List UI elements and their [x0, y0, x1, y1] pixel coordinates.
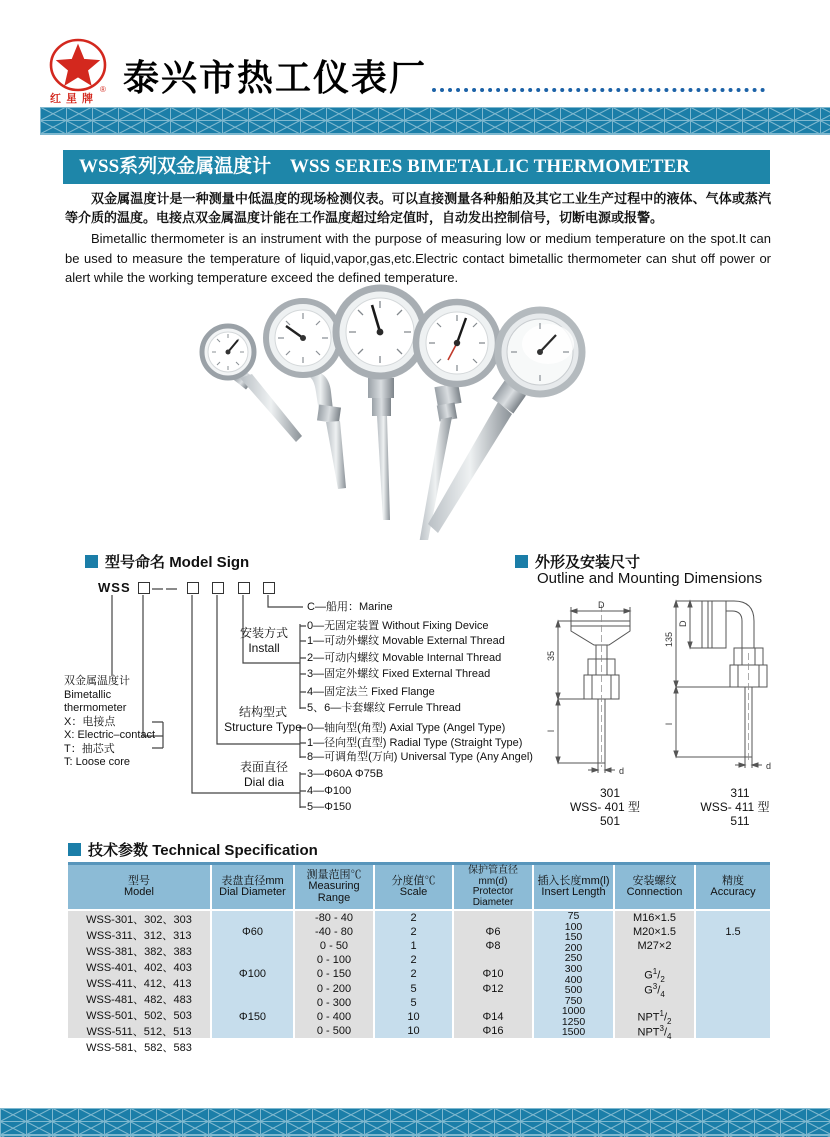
col-accuracy-header: 精度 Accuracy	[696, 865, 770, 911]
install-label-cn: 安装方式	[239, 626, 288, 640]
insert-cell: 1500	[561, 1026, 586, 1039]
model-prefix: WSS	[98, 580, 131, 595]
scale-cell: 5	[410, 982, 417, 995]
col-protector-body	[454, 911, 532, 1038]
col-connection-header: 安装螺纹 Connection	[615, 865, 694, 911]
range-cell: 0 - 50	[319, 940, 349, 953]
intro-paragraph-cn: 双金属温度计是一种测量中低温度的现场检测仪表。可以直接测量各种船舶及其它工业生产过程中的液体、气体或蒸汽等介质的温度。电接点双金属温度计能在工作温度超过给定值时，自动发出控制信号，切断电源或报警。	[65, 191, 771, 225]
insert-cell: 75	[567, 910, 580, 922]
caption-line: WSS- 411 型	[700, 800, 770, 814]
marine-option: C—船用：Marine	[307, 601, 393, 613]
col-insert-header: 插入长度mm(l) Insert Length	[534, 865, 613, 911]
insert-cell: 150	[564, 931, 583, 944]
thermometer-3	[336, 288, 424, 520]
install-option: 2—可动内螺纹 Movable Internal Thread	[307, 652, 502, 664]
model-sign-heading	[85, 551, 249, 572]
col-scale-body	[375, 911, 452, 1038]
series-title-en: WSS SERIES BIMETALLIC THERMOMETER	[289, 156, 690, 177]
insert-cell: 500	[564, 984, 583, 997]
structure-category-label	[222, 705, 304, 735]
caption-line: WSS- 401 型	[569, 800, 641, 814]
insert-cell: 1250	[561, 1015, 586, 1028]
scale-cell: 1	[410, 940, 417, 953]
series-title-cn: WSS系列双金属温度计	[79, 156, 272, 177]
dim-l-label: l	[546, 730, 556, 732]
col-dial	[210, 865, 293, 1038]
left-block-line: Bimetallic	[64, 688, 112, 701]
col-connection	[613, 865, 694, 1041]
col-dial-header: 表盘直径mm Dial Diameter	[212, 865, 293, 911]
dim-d-label: d	[619, 766, 625, 776]
insert-cell: 200	[564, 941, 583, 954]
dim-d-label: d	[766, 761, 772, 771]
left-block-line: T: Loose core	[64, 756, 131, 768]
col-scale	[373, 865, 452, 1038]
connection-cell: M20×1.5	[632, 926, 677, 938]
spec-table	[68, 862, 770, 1054]
model-cell: WSS-411、412、413	[86, 978, 192, 990]
install-option: 5、6—卡套螺纹 Ferrule Thread	[307, 702, 461, 714]
model-sign-heading-en: Model Sign	[169, 554, 250, 571]
left-block-line: X: Electric–contact	[64, 729, 156, 741]
outline-heading	[515, 551, 640, 572]
product-photo-thermometers	[120, 270, 710, 540]
connection-cell: M27×2	[637, 940, 672, 952]
thermometer-4	[416, 302, 498, 540]
install-label-en: Install	[248, 641, 280, 655]
structure-label-en: Structure Type	[224, 720, 302, 734]
scale-cell: 2	[410, 968, 417, 981]
connection-cell: M16×1.5	[632, 912, 677, 924]
dial-option: 3—Φ60A Φ75B	[307, 768, 384, 780]
col-dial-body	[212, 911, 293, 1038]
section-square-icon	[68, 843, 81, 856]
range-cell: 0 - 300	[316, 996, 352, 1009]
left-block-line: 双金属温度计	[64, 675, 130, 687]
model-cell: WSS-581、582、583	[86, 1042, 192, 1054]
intro-paragraph-en: Bimetallic thermometer is an instrument with the purpose of measuring low or medium temperature on the spot.It can be used to measure the temperature of liquid,vapor,gas,etc.Electric contact bimetallic thermometer can shut off power or alert while the working temperature exceed the defined temperature.	[65, 231, 771, 285]
spec-heading-cn: 技术参数	[88, 842, 149, 859]
dial-option: 4—Φ100	[307, 785, 352, 797]
scale-cell: 2	[410, 954, 417, 967]
left-block-line: T：抽芯式	[64, 742, 115, 755]
range-cell: 0 - 150	[316, 968, 352, 981]
connection-cell: $G^3/_4$	[644, 982, 665, 999]
dial-cell: Φ150	[238, 1011, 267, 1023]
scale-cell: 10	[407, 1024, 420, 1037]
dim-35-label: 35	[546, 650, 556, 661]
star-icon	[57, 45, 99, 85]
protector-cell: Φ14	[482, 1011, 504, 1023]
col-range-body	[295, 911, 373, 1038]
lattice-band-bottom	[0, 1108, 830, 1137]
model-cell: WSS-511、512、513	[86, 1026, 192, 1038]
model-cell: WSS-301、302、303	[86, 914, 192, 926]
scale-cell: 5	[410, 996, 417, 1009]
protector-cell: Φ10	[482, 968, 504, 980]
col-protector-header: 保护管直径 mm(d) Protector Diameter	[454, 865, 532, 911]
left-block-line: X：电接点	[64, 715, 116, 728]
range-cell: 0 - 500	[316, 1024, 352, 1037]
brand-name: 红星牌	[50, 93, 98, 105]
scale-cell: 2	[410, 912, 417, 925]
dim-D-label: D	[678, 620, 688, 627]
protector-cell: Φ12	[482, 983, 504, 995]
range-cell: -40 - 80	[315, 926, 353, 939]
caption-line: 511	[730, 814, 750, 828]
col-protector	[452, 865, 532, 1038]
insert-cell: 100	[564, 920, 583, 933]
structure-option: 8—可调角型(万向) Universal Type (Any Angel)	[307, 751, 533, 763]
col-range-header: 测量范围℃ Measuring Range	[295, 865, 373, 911]
install-option: 4—固定法兰 Fixed Flange	[307, 686, 435, 698]
insert-cell: 250	[564, 952, 583, 965]
model-cell: WSS-401、402、403	[86, 962, 192, 974]
col-range	[293, 865, 373, 1038]
install-option: 3—固定外螺纹 Fixed External Thread	[307, 668, 491, 680]
dim-135-label: 135	[664, 631, 674, 647]
dotted-leader	[432, 68, 765, 92]
outline-heading-cn: 外形及安装尺寸	[535, 554, 641, 571]
structure-label-cn: 结构型式	[238, 705, 287, 719]
structure-option: 0—轴向型(角型) Axial Type (Angel Type)	[307, 722, 506, 734]
dial-label-cn: 表面直径	[239, 760, 288, 774]
model-cell: WSS-311、312、313	[86, 930, 192, 942]
dial-cell: Φ60	[241, 926, 263, 938]
range-cell: 0 - 100	[316, 954, 352, 967]
section-square-icon	[85, 555, 98, 568]
connection-cell: $G^1/_2$	[644, 967, 665, 984]
install-option: 1—可动外螺纹 Movable External Thread	[307, 635, 505, 647]
dimension-drawings	[530, 595, 830, 785]
scale-cell: 2	[410, 926, 417, 939]
insert-cell: 300	[564, 962, 583, 975]
insert-cell: 1000	[561, 1005, 586, 1018]
insert-cell: 750	[564, 994, 583, 1007]
col-model	[68, 865, 210, 1054]
model-cell: WSS-481、482、483	[86, 994, 192, 1006]
install-option: 0—无固定装置 Without Fixing Device	[307, 620, 489, 632]
spec-heading-en: Technical Specification	[152, 842, 318, 859]
dial-option: 5—Φ150	[307, 801, 352, 813]
structure-option: 1—径向型(直型) Radial Type (Straight Type)	[307, 737, 523, 749]
registered-mark: ®	[100, 85, 106, 94]
red-star-logo	[45, 36, 115, 98]
accuracy-cell: 1.5	[725, 926, 741, 938]
model-cell: WSS-381、382、383	[86, 946, 192, 958]
caption-line: 501	[599, 814, 621, 828]
dial-category-label	[228, 760, 300, 790]
col-model-body	[68, 911, 210, 1054]
left-block-line: thermometer	[64, 702, 127, 714]
left-drawing-caption	[535, 786, 675, 828]
series-title-bar	[63, 150, 770, 184]
dial-label-en: Dial dia	[243, 775, 285, 789]
col-connection-body	[615, 911, 694, 1041]
right-drawing-caption	[665, 786, 805, 828]
protector-cell: Φ8	[485, 940, 501, 952]
range-cell: 0 - 200	[316, 982, 352, 995]
caption-line: 301	[599, 786, 621, 800]
model-cell: WSS-501、502、503	[86, 1010, 192, 1022]
range-cell: -80 - 40	[315, 912, 353, 925]
lattice-band-top	[40, 107, 830, 135]
col-accuracy-body	[696, 911, 770, 1038]
spec-heading	[68, 839, 318, 860]
section-square-icon	[515, 555, 528, 568]
dial-cell: Φ100	[238, 968, 267, 980]
company-name: 泰兴市热工仪表厂	[123, 57, 428, 98]
col-accuracy	[694, 865, 770, 1038]
range-cell: 0 - 400	[316, 1010, 352, 1023]
scale-cell: 10	[407, 1010, 420, 1023]
col-insert-body	[534, 911, 613, 1038]
insert-cell: 400	[564, 973, 583, 986]
dim-l-label: l	[664, 723, 674, 725]
caption-line: 311	[730, 786, 750, 800]
dim-D-label: D	[598, 600, 605, 610]
protector-cell: Φ16	[482, 1025, 504, 1037]
col-insert	[532, 865, 613, 1038]
model-sign-left-block	[64, 675, 155, 770]
connection-cell: $NPT^3/_4$	[637, 1024, 672, 1041]
protector-cell: Φ6	[485, 926, 501, 938]
model-sign-heading-cn: 型号命名	[105, 554, 166, 571]
connection-cell: $NPT^1/_2$	[637, 1009, 672, 1026]
install-category-label	[228, 626, 300, 656]
outline-heading-en: Outline and Mounting Dimensions	[537, 570, 763, 587]
col-model-header: 型号 Model	[68, 865, 210, 911]
col-scale-header: 分度值℃ Scale	[375, 865, 452, 911]
